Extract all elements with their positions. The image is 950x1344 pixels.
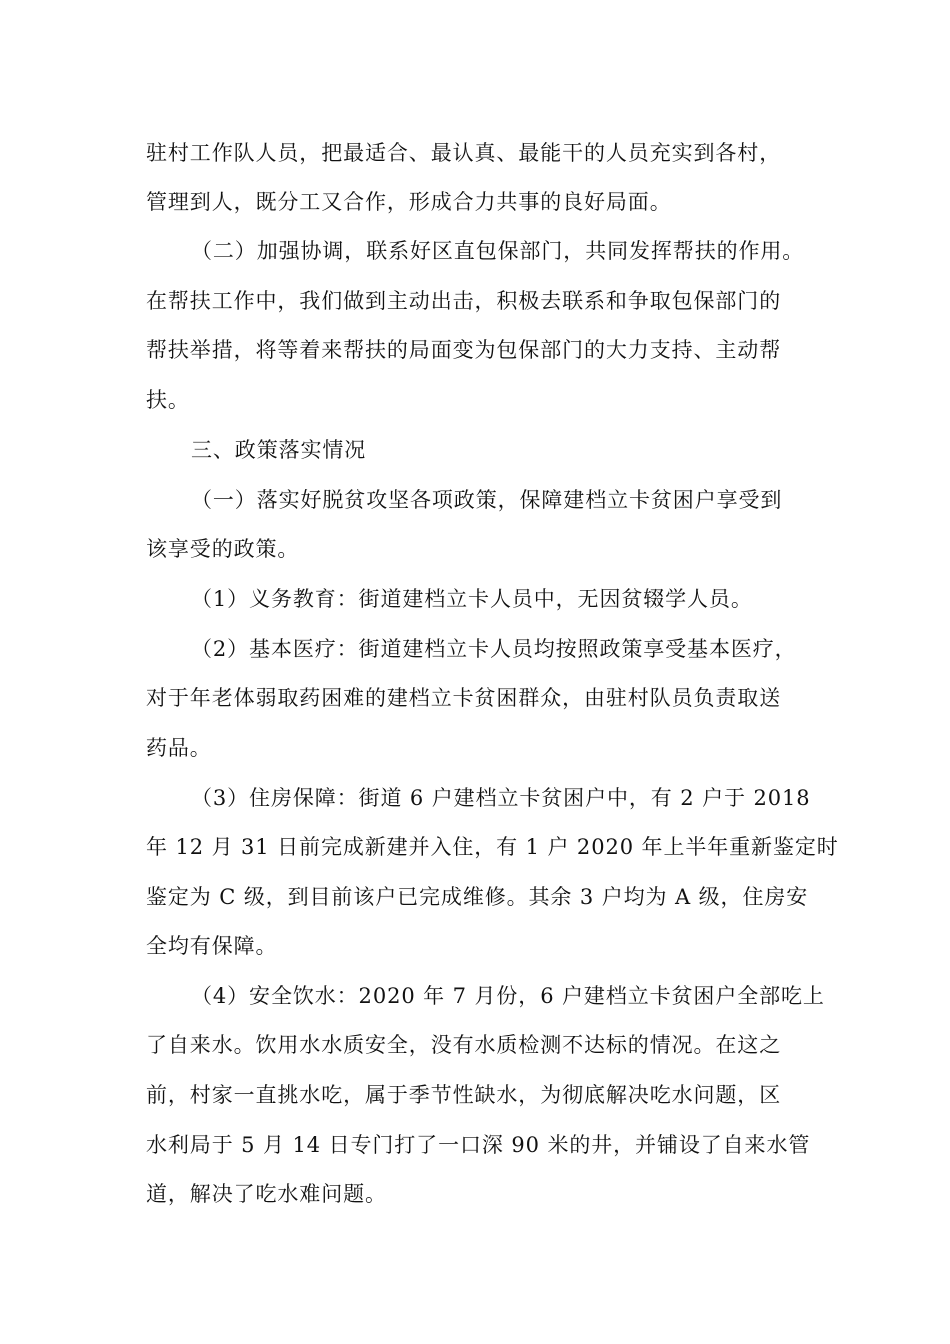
paragraph-line: 帮扶举措，将等着来帮扶的局面变为包保部门的大力支持、主动帮 (146, 338, 782, 362)
paragraph-line: 药品。 (146, 736, 212, 760)
paragraph-line: 年 12 月 31 日前完成新建并入住，有 1 户 2020 年上半年重新鉴定时 (146, 835, 839, 859)
paragraph-line: 驻村工作队人员，把最适合、最认真、最能干的人员充实到各村， (146, 141, 782, 165)
list-item: （4）安全饮水：2020 年 7 月份，6 户建档立卡贫困户全部吃上 (191, 984, 825, 1008)
list-item: （2）基本医疗：街道建档立卡人员均按照政策享受基本医疗， (191, 637, 797, 661)
paragraph-line: 管理到人，既分工又合作，形成合力共事的良好局面。 (146, 190, 672, 214)
list-item: （3）住房保障：街道 6 户建档立卡贫困户中，有 2 户于 2018 (191, 786, 811, 810)
list-item: （1）义务教育：街道建档立卡人员中，无因贫辍学人员。 (191, 587, 753, 611)
paragraph-line: 对于年老体弱取药困难的建档立卡贫困群众，由驻村队员负责取送 (146, 686, 782, 710)
section-heading: 三、政策落实情况 (191, 438, 367, 462)
paragraph-line: 在帮扶工作中，我们做到主动出击，积极去联系和争取包保部门的 (146, 289, 782, 313)
paragraph-line: 全均有保障。 (146, 934, 278, 958)
section-heading: （一）落实好脱贫攻坚各项政策，保障建档立卡贫困户享受到 (191, 488, 783, 512)
paragraph-line: 扶。 (146, 388, 190, 412)
section-heading: （二）加强协调，联系好区直包保部门，共同发挥帮扶的作用。 (191, 239, 805, 263)
paragraph-line: 了自来水。饮用水水质安全，没有水质检测不达标的情况。在这之 (146, 1033, 782, 1057)
paragraph-line: 该享受的政策。 (146, 537, 300, 561)
paragraph-line: 鉴定为 C 级，到目前该户已完成维修。其余 3 户均为 A 级，住房安 (146, 885, 809, 909)
paragraph-line: 前，村家一直挑水吃，属于季节性缺水，为彻底解决吃水问题，区 (146, 1083, 782, 1107)
paragraph-line: 水利局于 5 月 14 日专门打了一口深 90 米的井，并铺设了自来水管 (146, 1133, 811, 1157)
paragraph-line: 道，解决了吃水难问题。 (146, 1182, 387, 1206)
